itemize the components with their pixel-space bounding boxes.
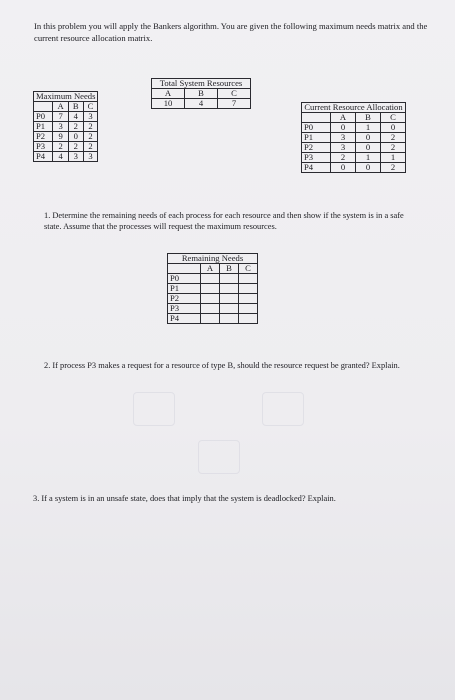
answer-cell[interactable] [201,274,220,284]
answer-cell[interactable] [201,314,220,324]
current-allocation-table [301,102,406,173]
table-header-row [34,102,98,112]
table-cell: 2 [83,122,98,132]
table-header-row [302,113,406,123]
table-cell: 0 [68,132,83,142]
table-title-row [152,79,251,89]
answer-cell[interactable] [220,314,239,324]
header-cell: C [381,113,406,123]
table-row [168,314,258,324]
process-label: P1 [34,122,53,132]
process-label: P3 [168,304,201,314]
table-row [34,132,98,142]
answer-cell[interactable] [220,294,239,304]
table-row [302,153,406,163]
header-cell: A [331,113,356,123]
header-cell: B [185,89,218,99]
intro-text: In this problem you will apply the Bankers algorithm. You are given the following maximum needs matrix and the current resource allocation matrix. [34,21,428,43]
process-label: P0 [34,112,53,122]
show-through-box [198,440,240,474]
table-cell: 4 [53,152,68,162]
answer-cell[interactable] [220,274,239,284]
process-label: P0 [168,274,201,284]
table-row [302,143,406,153]
process-label: P3 [302,153,331,163]
process-label: P4 [168,314,201,324]
table-cell: 2 [381,163,406,173]
table-row [302,163,406,173]
header-cell [302,113,331,123]
table-title: Maximum Needs [34,92,98,102]
header-cell: B [356,113,381,123]
table-cell: 3 [53,122,68,132]
table-row [34,142,98,152]
answer-cell[interactable] [201,294,220,304]
table-cell: 0 [381,123,406,133]
table-title-row [34,92,98,102]
process-label: P3 [34,142,53,152]
process-label: P4 [302,163,331,173]
process-label: P2 [168,294,201,304]
table-row [34,152,98,162]
answer-cell[interactable] [239,304,258,314]
header-cell: C [83,102,98,112]
table-cell: 1 [356,123,381,133]
table-row [168,294,258,304]
table-cell: 2 [68,122,83,132]
header-cell: A [201,264,220,274]
total-resources-table [151,78,251,109]
table-cell: 2 [331,153,356,163]
table-header-row [152,89,251,99]
process-label: P1 [302,133,331,143]
question-2: 2. If process P3 makes a request for a resource of type B, should the resource request be granted? Explain. [44,361,400,370]
header-cell: A [53,102,68,112]
answer-cell[interactable] [201,304,220,314]
table-header-row [168,264,258,274]
answer-cell[interactable] [239,294,258,304]
table-cell: 2 [381,143,406,153]
table-row [168,274,258,284]
process-label: P4 [34,152,53,162]
header-cell [168,264,201,274]
header-cell: C [239,264,258,274]
table-row [168,284,258,294]
header-cell: B [68,102,83,112]
process-label: P1 [168,284,201,294]
table-cell: 1 [381,153,406,163]
answer-cell[interactable] [201,284,220,294]
table-cell: 7 [53,112,68,122]
table-cell: 2 [381,133,406,143]
table-row [302,123,406,133]
table-title: Remaining Needs [168,254,258,264]
table-cell: 0 [331,163,356,173]
table-row [152,99,251,109]
show-through-box [133,392,175,426]
table-cell: 0 [356,143,381,153]
header-cell: A [152,89,185,99]
table-cell: 0 [356,133,381,143]
table-row [34,122,98,132]
question-1: 1. Determine the remaining needs of each process for each resource and then show if the system is in a safe state. Assume that the processes will request the maximum resources. [44,211,404,231]
table-row [34,112,98,122]
process-label: P2 [302,143,331,153]
table-cell: 7 [218,99,251,109]
table-cell: 3 [331,133,356,143]
header-cell: B [220,264,239,274]
table-cell: 2 [83,142,98,152]
table-cell: 3 [331,143,356,153]
answer-cell[interactable] [239,314,258,324]
table-cell: 0 [356,163,381,173]
table-title: Current Resource Allocation [302,103,406,113]
question-3: 3. If a system is in an unsafe state, does that imply that the system is deadlocked? Explain. [33,494,336,503]
table-cell: 10 [152,99,185,109]
table-cell: 3 [83,112,98,122]
show-through-box [262,392,304,426]
process-label: P2 [34,132,53,142]
process-label: P0 [302,123,331,133]
table-cell: 3 [68,152,83,162]
remaining-needs-table[interactable] [167,253,258,324]
table-cell: 0 [331,123,356,133]
answer-cell[interactable] [220,304,239,314]
table-cell: 2 [53,142,68,152]
header-cell [34,102,53,112]
answer-cell[interactable] [239,274,258,284]
table-cell: 4 [68,112,83,122]
table-cell: 3 [83,152,98,162]
header-cell: C [218,89,251,99]
table-cell: 2 [83,132,98,142]
table-title-row [302,103,406,113]
answer-cell[interactable] [239,284,258,294]
table-cell: 9 [53,132,68,142]
maximum-needs-table [33,91,98,162]
table-cell: 4 [185,99,218,109]
table-row [302,133,406,143]
answer-cell[interactable] [220,284,239,294]
table-title-row [168,254,258,264]
table-cell: 2 [68,142,83,152]
table-row [168,304,258,314]
table-cell: 1 [356,153,381,163]
table-title: Total System Resources [152,79,251,89]
